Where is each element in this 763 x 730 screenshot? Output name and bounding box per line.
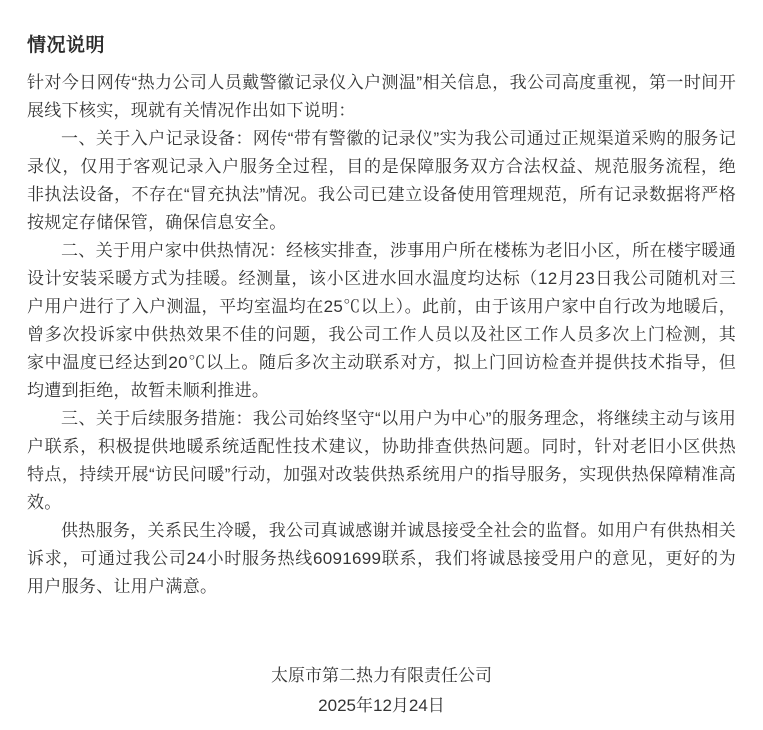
document-body (27, 69, 736, 601)
paragraph-section-2: 二、关于用户家中供热情况：经核实排查，涉事用户所在楼栋为老旧小区，所在楼宇暖通设计安装采暖方式为挂暖。经测量，该小区进水回水温度均达标（12月23日我公司随机对三户用户进行了入户测温，平均室温均在25℃以上）。此前，由于该用户家中自行改为地暖后，曾多次投诉家中供热效果不佳的问题，我公司工作人员以及社区工作人员多次上门检测，其家中温度已经达到20℃以上。随后多次主动联系对方，拟上门回访检查并提供技术指导，但均遭到拒绝，故暂未顺利推进。 (27, 241, 736, 400)
signature-block (27, 661, 736, 721)
paragraph-closing: 供热服务，关系民生冷暖，我公司真诚感谢并诚恳接受全社会的监督。如用户有供热相关诉求，可通过我公司24小时服务热线6091699联系，我们将诚恳接受用户的意见，更好的为用户服务、让用户满意。 (27, 521, 736, 596)
company-signature: 太原市第二热力有限责任公司 (271, 666, 492, 685)
statement-date: 2025年12月24日 (318, 696, 445, 715)
document-title: 情况说明 (27, 35, 106, 56)
paragraph-section-1: 一、关于入户记录设备：网传“带有警徽的记录仪”实为我公司通过正规渠道采购的服务记录仪，仅用于客观记录入户服务全过程，目的是保障服务双方合法权益、规范服务流程，绝非执法设备，不存在“冒充执法”情况。我公司已建立设备使用管理规范，所有记录数据将严格按规定存储保管，确保信息安全。 (27, 129, 736, 232)
paragraph-section-3: 三、关于后续服务措施：我公司始终坚守“以用户为中心”的服务理念，将继续主动与该用户联系，积极提供地暖系统适配性技术建议，协助排查供热问题。同时，针对老旧小区供热特点，持续开展“访民问暖”行动，加强对改装供热系统用户的指导服务，实现供热保障精准高效。 (27, 409, 736, 512)
paragraph-intro: 针对今日网传“热力公司人员戴警徽记录仪入户测温”相关信息，我公司高度重视，第一时间开展线下核实，现就有关情况作出如下说明： (27, 73, 736, 120)
